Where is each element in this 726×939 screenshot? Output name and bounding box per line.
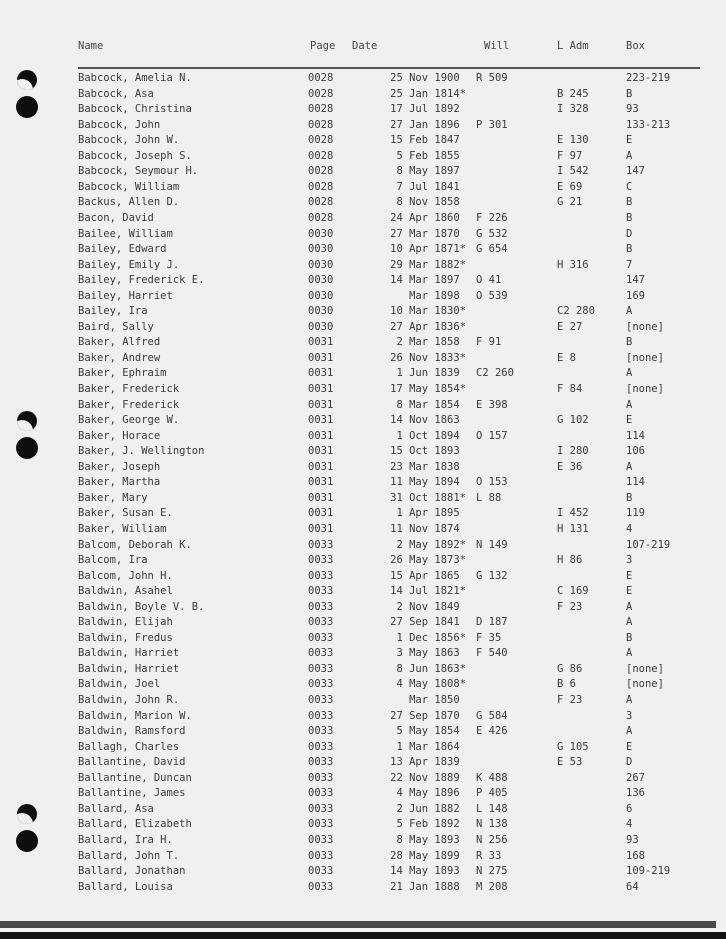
cell-name: Ballantine, Duncan — [78, 771, 192, 784]
cell-will: K 488 — [476, 771, 508, 784]
cell-will: F 226 — [476, 211, 508, 224]
cell-box: 147 — [626, 274, 645, 287]
cell-name: Bailey, Frederick E. — [78, 274, 205, 287]
punch-hole-bottom — [16, 830, 38, 852]
cell-box: A — [626, 460, 633, 473]
cell-will: E 398 — [476, 398, 508, 411]
cell-date: 8 May 1893 — [396, 833, 466, 846]
cell-box: B — [626, 631, 633, 644]
cell-will: N 256 — [476, 833, 508, 846]
cell-date: 24 Apr 1860 — [390, 211, 466, 224]
cell-page: 0028 — [308, 103, 334, 116]
cell-ladm: I 452 — [557, 507, 589, 520]
cell-will: O 41 — [476, 274, 502, 287]
cell-will: G 654 — [476, 243, 508, 256]
cell-box: 168 — [626, 849, 645, 862]
cell-will: M 208 — [476, 880, 508, 893]
cell-name: Baker, J. Wellington — [78, 445, 205, 458]
cell-page: 0028 — [308, 72, 334, 84]
cell-date: 1 Dec 1856* — [396, 631, 466, 644]
cell-box: A — [626, 725, 633, 738]
cell-will: P 405 — [476, 787, 508, 800]
cell-page: 0033 — [308, 725, 334, 738]
cell-page: 0028 — [308, 180, 334, 193]
cell-ladm: E 27 — [557, 320, 583, 333]
cell-date: 28 May 1899 — [390, 849, 466, 862]
cell-page: 0033 — [308, 647, 334, 660]
cell-box: A — [626, 149, 633, 162]
cell-ladm: B 245 — [557, 87, 589, 100]
cell-page: 0033 — [308, 585, 334, 598]
header-date: Date — [352, 40, 378, 52]
cell-date: 27 Sep 1870 — [390, 709, 466, 722]
cell-page: 0028 — [308, 149, 334, 162]
cell-name: Baldwin, John R. — [78, 694, 180, 706]
cell-box: A — [626, 647, 633, 660]
cell-box: C — [626, 180, 633, 193]
cell-will: C2 260 — [476, 367, 514, 380]
header-will: Will — [484, 40, 510, 52]
cell-name: Baldwin, Joel — [78, 678, 161, 691]
cell-date: 10 Mar 1830* — [390, 305, 466, 318]
cell-date: 1 Mar 1864 — [396, 740, 466, 753]
cell-page: 0031 — [308, 522, 334, 535]
cell-name: Baker, Martha — [78, 476, 161, 489]
cell-name: Baldwin, Boyle V. B. — [78, 600, 205, 613]
cell-name: Baker, Frederick — [78, 383, 180, 395]
cell-name: Balcom, Ira — [78, 554, 148, 567]
cell-page: 0028 — [308, 211, 334, 224]
cell-page: 0031 — [308, 491, 334, 504]
cell-name: Bailey, Edward — [78, 243, 167, 256]
cell-box: 3 — [626, 709, 633, 722]
cell-date: 7 Jul 1841 — [396, 180, 466, 193]
cell-page: 0033 — [308, 818, 334, 831]
cell-page: 0031 — [308, 507, 334, 520]
cell-will: R 509 — [476, 72, 508, 84]
cell-date: 17 May 1854* — [390, 383, 466, 395]
punch-hole-top — [16, 96, 38, 118]
cell-box: B — [626, 243, 633, 256]
cell-page: 0033 — [308, 787, 334, 800]
cell-will: N 149 — [476, 538, 508, 551]
cell-ladm: G 105 — [557, 740, 589, 753]
cell-date: 29 Mar 1882* — [390, 258, 466, 271]
cell-date: 27 Sep 1841 — [390, 616, 466, 629]
cell-box: 93 — [626, 833, 639, 846]
cell-ladm: G 102 — [557, 414, 589, 427]
cell-box: D — [626, 756, 633, 769]
cell-box: B — [626, 491, 633, 504]
cell-ladm: E 130 — [557, 134, 589, 147]
scan-edge-bar — [0, 921, 716, 928]
cell-page: 0033 — [308, 771, 334, 784]
cell-box: 133-213 — [626, 118, 671, 131]
cell-date: 22 Nov 1889 — [390, 771, 466, 784]
cell-box: 147 — [626, 165, 645, 178]
cell-name: Baker, Alfred — [78, 336, 161, 349]
cell-box: A — [626, 367, 633, 380]
cell-box: 119 — [626, 507, 645, 520]
cell-box: [none] — [626, 351, 664, 364]
cell-name: Babcock, Seymour H. — [78, 165, 199, 178]
cell-page: 0033 — [308, 756, 334, 769]
cell-name: Baldwin, Asahel — [78, 585, 173, 598]
cell-date: 11 May 1894 — [390, 476, 466, 489]
cell-ladm: F 23 — [557, 600, 583, 613]
cell-date: 25 Nov 1900 — [390, 72, 466, 84]
cell-ladm: I 328 — [557, 103, 589, 116]
cell-page: 0031 — [308, 367, 334, 380]
cell-date: 2 Nov 1849 — [396, 600, 466, 613]
cell-page: 0033 — [308, 849, 334, 862]
cell-page: 0033 — [308, 880, 334, 893]
cell-page: 0033 — [308, 865, 334, 878]
header-box: Box — [626, 40, 645, 52]
cell-box: A — [626, 305, 633, 318]
cell-name: Ballard, John T. — [78, 849, 180, 862]
cell-page: 0033 — [308, 554, 334, 567]
cell-box: A — [626, 616, 633, 629]
cell-name: Baker, Frederick — [78, 398, 180, 411]
cell-page: 0033 — [308, 662, 334, 675]
cell-page: 0031 — [308, 429, 334, 442]
cell-date: 2 May 1892* — [396, 538, 466, 551]
cell-will: N 138 — [476, 818, 508, 831]
cell-name: Ballard, Ira H. — [78, 833, 173, 846]
cell-date: 26 May 1873* — [390, 554, 466, 567]
cell-ladm: H 131 — [557, 522, 589, 535]
cell-date: 1 Oct 1894 — [396, 429, 466, 442]
cell-name: Bailey, Emily J. — [78, 258, 180, 271]
cell-date: 4 May 1808* — [396, 678, 466, 691]
header-name: Name — [78, 40, 104, 52]
cell-will: F 35 — [476, 631, 502, 644]
cell-name: Baird, Sally — [78, 320, 154, 333]
cell-date: 15 Apr 1865 — [390, 569, 466, 582]
cell-date: 27 Apr 1836* — [390, 320, 466, 333]
cell-date: 15 Oct 1893 — [390, 445, 466, 458]
cell-box: 114 — [626, 429, 645, 442]
cell-page: 0031 — [308, 383, 334, 395]
cell-ladm: E 69 — [557, 180, 583, 193]
cell-name: Baker, Mary — [78, 491, 148, 504]
cell-box: 114 — [626, 476, 645, 489]
cell-name: Ballard, Elizabeth — [78, 818, 192, 831]
cell-page: 0033 — [308, 694, 334, 706]
cell-date: 25 Jan 1814* — [390, 87, 466, 100]
cell-page: 0031 — [308, 445, 334, 458]
cell-date: 1 Jun 1839 — [396, 367, 466, 380]
cell-box: 64 — [626, 880, 639, 893]
punch-hole-crescent-top — [17, 70, 37, 90]
cell-page: 0030 — [308, 274, 334, 287]
cell-name: Ballard, Asa — [78, 802, 154, 815]
cell-box: 4 — [626, 818, 633, 831]
cell-name: Balcom, Deborah K. — [78, 538, 192, 551]
cell-name: Baker, George W. — [78, 414, 180, 427]
cell-name: Baker, Andrew — [78, 351, 161, 364]
cell-box: A — [626, 694, 633, 706]
cell-name: Ballantine, James — [78, 787, 186, 800]
cell-box: 7 — [626, 258, 633, 271]
cell-page: 0033 — [308, 740, 334, 753]
cell-page: 0028 — [308, 118, 334, 131]
cell-page: 0031 — [308, 336, 334, 349]
cell-date: 14 May 1893 — [390, 865, 466, 878]
cell-box: 3 — [626, 554, 633, 567]
punch-hole-crescent-bottom — [17, 804, 37, 824]
cell-page: 0030 — [308, 305, 334, 318]
cell-date: 1 Apr 1895 — [396, 507, 466, 520]
cell-page: 0033 — [308, 833, 334, 846]
cell-box: B — [626, 336, 633, 349]
cell-will: O 539 — [476, 289, 508, 302]
cell-name: Ballagh, Charles — [78, 740, 180, 753]
cell-page: 0031 — [308, 398, 334, 411]
cell-date: 14 Jul 1821* — [390, 585, 466, 598]
cell-box: 6 — [626, 802, 633, 815]
cell-date: 2 Mar 1858 — [396, 336, 466, 349]
cell-will: P 301 — [476, 118, 508, 131]
scan-bottom-edge — [0, 932, 726, 939]
cell-page: 0031 — [308, 351, 334, 364]
cell-box: E — [626, 569, 633, 582]
cell-box: E — [626, 585, 633, 598]
cell-name: Babcock, Amelia N. — [78, 72, 192, 84]
cell-will: F 540 — [476, 647, 508, 660]
cell-box: E — [626, 740, 633, 753]
cell-page: 0033 — [308, 631, 334, 644]
cell-date: 5 Feb 1892 — [396, 818, 466, 831]
cell-ladm: F 84 — [557, 383, 583, 395]
cell-date: 27 Jan 1896 — [390, 118, 466, 131]
cell-will: G 532 — [476, 227, 508, 240]
cell-name: Balcom, John H. — [78, 569, 173, 582]
cell-date: 3 May 1863 — [396, 647, 466, 660]
cell-page: 0033 — [308, 569, 334, 582]
cell-name: Ballard, Jonathan — [78, 865, 186, 878]
cell-ladm: I 280 — [557, 445, 589, 458]
cell-page: 0028 — [308, 134, 334, 147]
cell-name: Babcock, John — [78, 118, 161, 131]
cell-box: [none] — [626, 678, 664, 691]
cell-page: 0028 — [308, 87, 334, 100]
cell-will: L 88 — [476, 491, 502, 504]
cell-will: L 148 — [476, 802, 508, 815]
header-ladm: L Adm — [557, 40, 589, 52]
cell-date: 8 Mar 1854 — [396, 398, 466, 411]
cell-box: 106 — [626, 445, 645, 458]
cell-name: Baker, Joseph — [78, 460, 161, 473]
cell-page: 0033 — [308, 616, 334, 629]
cell-page: 0031 — [308, 414, 334, 427]
cell-name: Ballantine, David — [78, 756, 186, 769]
cell-name: Baldwin, Marion W. — [78, 709, 192, 722]
cell-page: 0030 — [308, 320, 334, 333]
cell-ladm: E 8 — [557, 351, 576, 364]
cell-page: 0033 — [308, 538, 334, 551]
cell-name: Bacon, David — [78, 211, 154, 224]
cell-date: 27 Mar 1870 — [390, 227, 466, 240]
cell-box: E — [626, 414, 633, 427]
cell-box: [none] — [626, 383, 664, 395]
cell-will: N 275 — [476, 865, 508, 878]
cell-ladm: I 542 — [557, 165, 589, 178]
cell-box: B — [626, 87, 633, 100]
cell-page: 0030 — [308, 243, 334, 256]
cell-box: 93 — [626, 103, 639, 116]
cell-will: R 33 — [476, 849, 502, 862]
cell-date: 11 Nov 1874 — [390, 522, 466, 535]
cell-ladm: C 169 — [557, 585, 589, 598]
cell-will: G 584 — [476, 709, 508, 722]
cell-will: F 91 — [476, 336, 502, 349]
cell-name: Baldwin, Harriet — [78, 647, 180, 660]
header-page: Page — [310, 40, 336, 52]
cell-ladm: H 316 — [557, 258, 589, 271]
cell-date: 2 Jun 1882 — [396, 802, 466, 815]
cell-box: 267 — [626, 771, 645, 784]
cell-name: Baldwin, Harriet — [78, 662, 180, 675]
cell-date: 23 Mar 1838 — [390, 460, 466, 473]
cell-box: A — [626, 600, 633, 613]
cell-will: D 187 — [476, 616, 508, 629]
cell-date: Mar 1898 — [409, 289, 466, 302]
cell-page: 0033 — [308, 678, 334, 691]
cell-date: 5 Feb 1855 — [396, 149, 466, 162]
cell-ladm: F 23 — [557, 694, 583, 706]
cell-page: 0030 — [308, 258, 334, 271]
header-rule — [78, 67, 700, 69]
cell-will: O 153 — [476, 476, 508, 489]
cell-will: O 157 — [476, 429, 508, 442]
cell-box: D — [626, 227, 633, 240]
cell-date: 31 Oct 1881* — [390, 491, 466, 504]
cell-date: 8 Jun 1863* — [396, 662, 466, 675]
cell-name: Babcock, Asa — [78, 87, 154, 100]
cell-name: Babcock, Joseph S. — [78, 149, 192, 162]
cell-name: Bailey, Harriet — [78, 289, 173, 302]
cell-will: E 426 — [476, 725, 508, 738]
cell-name: Baldwin, Ramsford — [78, 725, 186, 738]
cell-page: 0033 — [308, 709, 334, 722]
cell-ladm: F 97 — [557, 149, 583, 162]
cell-page: 0031 — [308, 476, 334, 489]
cell-box: 223-219 — [626, 72, 671, 84]
cell-page: 0033 — [308, 802, 334, 815]
cell-name: Backus, Allen D. — [78, 196, 180, 209]
cell-page: 0030 — [308, 227, 334, 240]
cell-box: B — [626, 211, 633, 224]
cell-box: 4 — [626, 522, 633, 535]
cell-page: 0030 — [308, 289, 334, 302]
cell-ladm: H 86 — [557, 554, 583, 567]
cell-page: 0031 — [308, 460, 334, 473]
cell-ladm: B 6 — [557, 678, 576, 691]
cell-name: Ballard, Louisa — [78, 880, 173, 893]
cell-date: 14 Mar 1897 — [390, 274, 466, 287]
cell-box: 107-219 — [626, 538, 671, 551]
cell-box: 136 — [626, 787, 645, 800]
cell-box: B — [626, 196, 633, 209]
cell-name: Baldwin, Fredus — [78, 631, 173, 644]
cell-date: 4 May 1896 — [396, 787, 466, 800]
cell-ladm: E 36 — [557, 460, 583, 473]
cell-date: 26 Nov 1833* — [390, 351, 466, 364]
cell-name: Baker, Susan E. — [78, 507, 173, 520]
cell-page: 0028 — [308, 165, 334, 178]
cell-name: Bailey, Ira — [78, 305, 148, 318]
cell-box: A — [626, 398, 633, 411]
cell-date: 21 Jan 1888 — [390, 880, 466, 893]
punch-hole-middle — [16, 437, 38, 459]
cell-box: 109-219 — [626, 865, 671, 878]
cell-name: Babcock, Christina — [78, 103, 192, 116]
cell-ladm: G 86 — [557, 662, 583, 675]
cell-name: Babcock, John W. — [78, 134, 180, 147]
cell-name: Baker, Ephraim — [78, 367, 167, 380]
cell-ladm: G 21 — [557, 196, 583, 209]
cell-name: Bailee, William — [78, 227, 173, 240]
cell-box: E — [626, 134, 633, 147]
punch-hole-crescent-middle — [17, 411, 37, 431]
cell-date: 17 Jul 1892 — [390, 103, 466, 116]
cell-date: 10 Apr 1871* — [390, 243, 466, 256]
cell-date: Mar 1850 — [409, 694, 466, 706]
cell-ladm: C2 280 — [557, 305, 595, 318]
cell-ladm: E 53 — [557, 756, 583, 769]
cell-will: G 132 — [476, 569, 508, 582]
cell-box: [none] — [626, 662, 664, 675]
cell-name: Baker, William — [78, 522, 167, 535]
cell-date: 14 Nov 1863 — [390, 414, 466, 427]
cell-name: Baldwin, Elijah — [78, 616, 173, 629]
cell-date: 15 Feb 1847 — [390, 134, 466, 147]
cell-box: [none] — [626, 320, 664, 333]
cell-name: Babcock, William — [78, 180, 180, 193]
cell-name: Baker, Horace — [78, 429, 161, 442]
cell-date: 8 Nov 1858 — [396, 196, 466, 209]
cell-date: 13 Apr 1839 — [390, 756, 466, 769]
cell-date: 5 May 1854 — [396, 725, 466, 738]
cell-date: 8 May 1897 — [396, 165, 466, 178]
cell-page: 0028 — [308, 196, 334, 209]
cell-box: 169 — [626, 289, 645, 302]
cell-page: 0033 — [308, 600, 334, 613]
